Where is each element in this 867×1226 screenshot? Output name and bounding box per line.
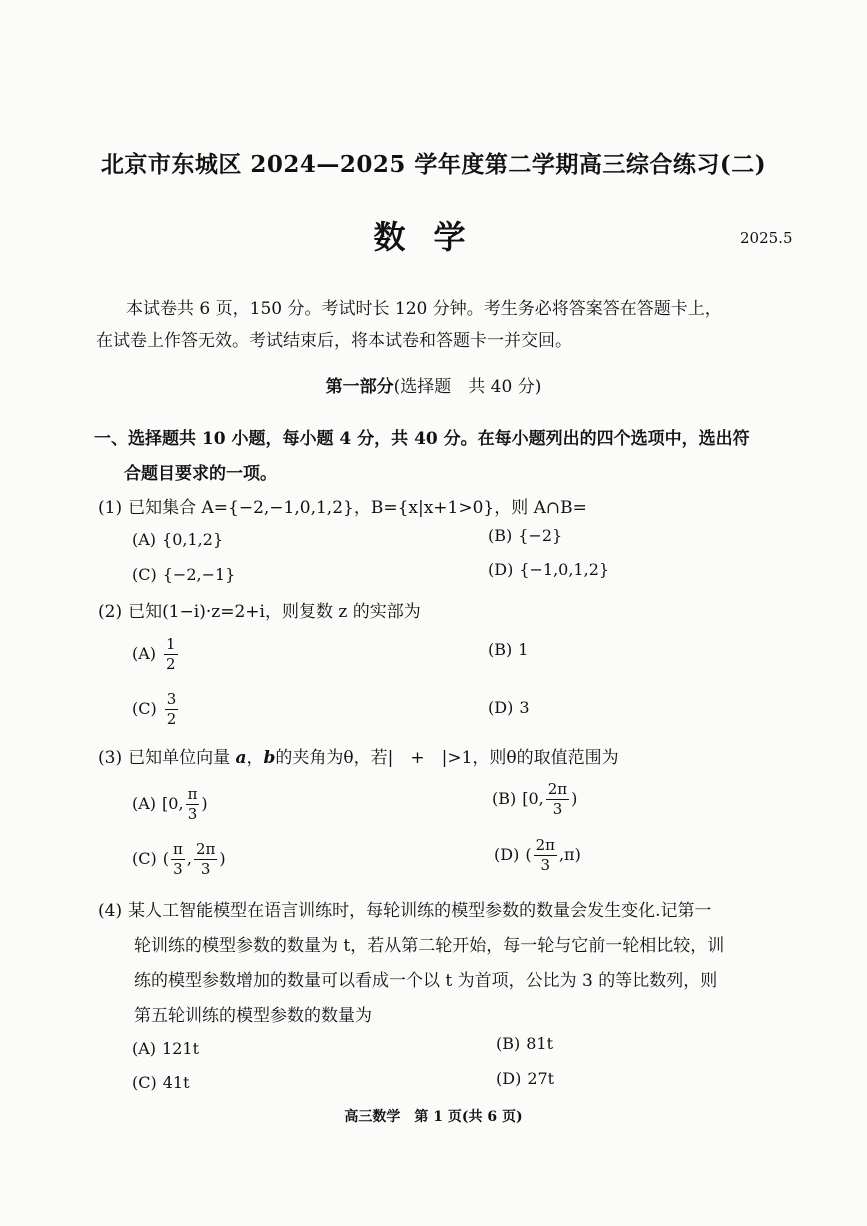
q3-option-b [492,782,577,817]
interval-open: ( [162,849,169,868]
question-4 [98,896,712,921]
question-4-line-2: 轮训练的模型参数的数量为 t，若从第二轮开始，每一轮与它前一轮相比较，训 [134,936,725,956]
option-label: (B) [488,526,513,545]
page-footer: 高三数学 第 1 页(共 6 页) [344,1109,523,1125]
option-label: (C) [132,1073,157,1092]
option-label: (B) [488,640,513,659]
option-label: (C) [132,565,157,584]
option-text: 81t [526,1034,554,1053]
fraction-denominator: 3 [187,805,198,823]
option-text: 41t [162,1073,190,1092]
fraction-numerator: π [172,840,183,858]
question-number: (1) [98,498,123,518]
option-label: (A) [132,530,157,549]
option-label: (D) [496,1069,522,1088]
option-text: {−2,−1} [162,565,236,584]
fraction-numerator: 2π [547,780,568,798]
q1-option-c [132,565,235,584]
fraction-numerator: π [187,785,198,803]
question-4-line-4: 第五轮训练的模型参数的数量为 [134,1006,372,1026]
fraction [546,782,569,817]
q2-option-d [488,698,530,717]
interval-close: ) [219,849,226,868]
option-text: {−2} [518,526,563,545]
q2-option-c [132,692,180,727]
question-4-line-3: 练的模型参数增加的数量可以看成一个以 t 为首项，公比为 3 的等比数列，则 [134,971,718,991]
fraction-denominator: 3 [552,800,563,818]
fraction-denominator: 3 [540,856,551,874]
question-number: (4) [98,901,123,921]
fraction [194,842,217,877]
option-label: (A) [132,794,157,813]
option-text: 27t [527,1069,555,1088]
fraction-denominator: 2 [166,655,176,673]
option-label: (D) [488,698,514,717]
fraction [165,692,179,727]
exam-date: 2025.5 [740,229,793,247]
question-stem: 已知集合 A={−2,−1,0,1,2}，B={x|x+1>0}，则 A∩B= [128,498,587,518]
question-line-1: 某人工智能模型在语言训练时，每轮训练的模型参数的数量会发生变化.记第一 [128,901,712,921]
fraction [534,838,557,873]
option-label: (B) [496,1034,521,1053]
interval-close: ) [571,789,578,808]
option-text: {−1,0,1,2} [519,560,610,579]
separator: ， [246,748,264,768]
interval-open: ( [525,845,532,864]
option-label: (D) [488,560,514,579]
part-title: 第一部分 [325,377,394,397]
interval-comma: , [186,849,192,868]
fraction-numerator: 2π [195,840,216,858]
fraction-denominator: 3 [200,860,211,878]
q2-option-b [488,640,528,659]
fraction [186,787,200,822]
q2-option-a [132,637,180,672]
fraction-denominator: 2 [166,710,177,728]
section-line-1: 一、选择题共 10 小题，每小题 4 分，共 40 分。在每小题列出的四个选项中，选出符 [94,429,750,449]
option-label: (C) [132,699,157,718]
q4-option-c [132,1073,190,1092]
q1-option-a [132,530,223,549]
question-stem-part-a: 已知单位向量 [128,748,231,768]
q4-option-b [496,1034,553,1053]
intro-line-1: 本试卷共 6 页，150 分。考试时长 120 分钟。考生务必将答案答在答题卡上， [126,299,722,319]
option-label: (A) [132,644,157,663]
section-line-2: 合题目要求的一项。 [124,464,277,484]
question-2 [98,597,421,622]
question-number: (3) [98,748,123,768]
question-3 [98,743,619,768]
q1-option-b [488,526,562,545]
option-text: 3 [519,698,530,717]
fraction-numerator: 1 [166,635,176,653]
part-paren: (选择题 共 40 分) [393,377,542,397]
intro-line-2: 在试卷上作答无效。考试结束后，将本试卷和答题卡一并交回。 [96,331,572,351]
subject-title: 数学 [373,218,494,256]
fraction-numerator: 3 [166,690,177,708]
q4-option-d [496,1069,554,1088]
q4-option-a [132,1039,199,1058]
option-text: {0,1,2} [162,530,224,549]
exam-title: 北京市东城区 2024—2025 学年度第二学期高三综合练习(二) [100,151,767,178]
option-text: 1 [518,640,529,659]
option-text: 121t [162,1039,200,1058]
question-stem-part-b: 的夹角为θ，若| + |>1，则θ的取值范围为 [275,748,619,768]
question-1 [98,493,587,518]
fraction [164,637,178,672]
interval-open: [0, [162,794,184,813]
vector-b: b [263,748,276,768]
interval-close: ) [201,794,208,813]
part-heading [0,372,867,397]
q3-option-d [494,838,581,873]
fraction-denominator: 3 [173,860,183,878]
fraction-numerator: 2π [535,836,555,854]
question-number: (2) [98,602,123,622]
fraction [171,842,185,877]
option-label: (C) [132,849,157,868]
option-label: (A) [132,1039,157,1058]
option-label: (D) [494,845,520,864]
interval-open: [0, [522,789,544,808]
interval-close: ,π) [558,845,581,864]
q3-option-c [132,842,226,877]
question-stem: 已知(1−i)·z=2+i，则复数 z 的实部为 [128,602,421,622]
q3-option-a [132,787,208,822]
q1-option-d [488,560,609,579]
option-label: (B) [492,789,517,808]
vector-a: a [235,748,247,768]
